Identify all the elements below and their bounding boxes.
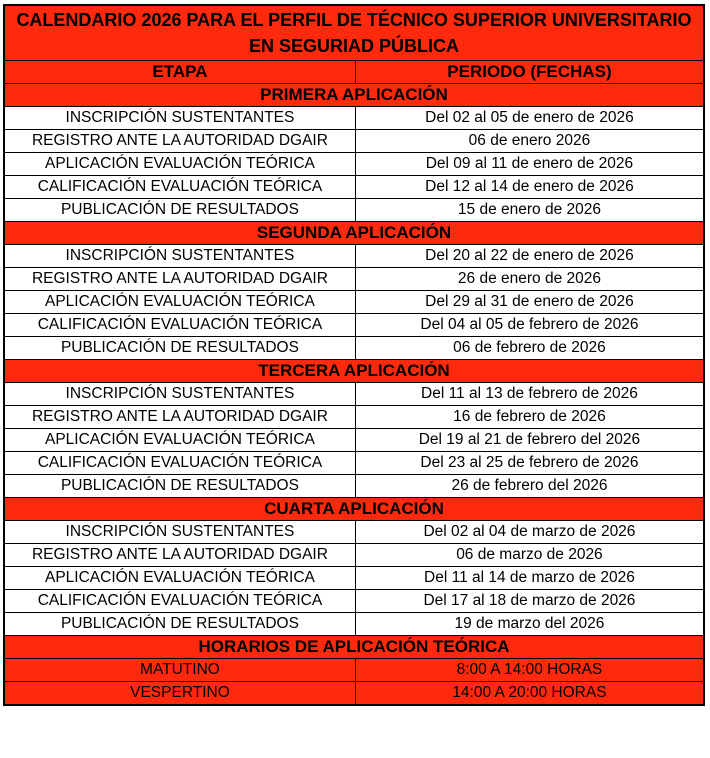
table-row-periodo-cell: Del 12 al 14 de enero de 2026 [355,176,704,199]
section-header: SEGUNDA APLICACIÓN [4,222,704,245]
table-row-row [4,567,704,590]
column-header-row [4,61,704,84]
table-row-etapa-cell: APLICACIÓN EVALUACIÓN TEÓRICA [4,429,355,452]
table-row-row [4,613,704,636]
table-row-row [4,153,704,176]
table-row-etapa-cell: REGISTRO ANTE LA AUTORIDAD DGAIR [4,544,355,567]
table-row-periodo-cell: Del 19 al 21 de febrero del 2026 [355,429,704,452]
section-header-row [4,84,704,107]
table-row-etapa-cell: REGISTRO ANTE LA AUTORIDAD DGAIR [4,406,355,429]
table-row-row [4,268,704,291]
table-row-row [4,337,704,360]
table-row-etapa-cell: CALIFICACIÓN EVALUACIÓN TEÓRICA [4,176,355,199]
table-row-etapa-cell: APLICACIÓN EVALUACIÓN TEÓRICA [4,153,355,176]
table-row-row [4,107,704,130]
table-row-etapa-cell: PUBLICACIÓN DE RESULTADOS [4,337,355,360]
table-row-row [4,130,704,153]
table-row-periodo-cell: 06 de enero 2026 [355,130,704,153]
table-row-row [4,521,704,544]
table-row-row [4,199,704,222]
table-row-periodo-cell: Del 04 al 05 de febrero de 2026 [355,314,704,337]
schedule-header-row [4,636,704,659]
calendar-table [3,4,705,706]
schedule-row-etapa-cell: VESPERTINO [4,682,355,706]
table-row-etapa-cell: APLICACIÓN EVALUACIÓN TEÓRICA [4,291,355,314]
section-header: CUARTA APLICACIÓN [4,498,704,521]
column-header-periodo: PERIODO (FECHAS) [355,61,704,84]
table-row-etapa-cell: CALIFICACIÓN EVALUACIÓN TEÓRICA [4,452,355,475]
table-row-row [4,475,704,498]
section-header-row [4,222,704,245]
table-row-periodo-cell: 26 de enero de 2026 [355,268,704,291]
table-row-periodo-cell: 26 de febrero del 2026 [355,475,704,498]
schedule-row-etapa-cell: MATUTINO [4,659,355,682]
table-row-periodo-cell: 19 de marzo del 2026 [355,613,704,636]
column-header-etapa: ETAPA [4,61,355,84]
table-row-etapa-cell: REGISTRO ANTE LA AUTORIDAD DGAIR [4,130,355,153]
section-header-row [4,498,704,521]
table-row-periodo-cell: 16 de febrero de 2026 [355,406,704,429]
table-row-row [4,245,704,268]
table-row-etapa-cell: INSCRIPCIÓN SUSTENTANTES [4,521,355,544]
title-row [4,5,704,61]
table-row-row [4,544,704,567]
table-row-etapa-cell: CALIFICACIÓN EVALUACIÓN TEÓRICA [4,590,355,613]
section-header: PRIMERA APLICACIÓN [4,84,704,107]
table-row-periodo-cell: Del 23 al 25 de febrero de 2026 [355,452,704,475]
table-row-etapa-cell: PUBLICACIÓN DE RESULTADOS [4,199,355,222]
page-title: CALENDARIO 2026 PARA EL PERFIL DE TÉCNICO SUPERIOR UNIVERSITARIO EN SEGURIAD PÚBLICA [4,5,704,61]
table-row-periodo-cell: Del 11 al 14 de marzo de 2026 [355,567,704,590]
table-row-etapa-cell: PUBLICACIÓN DE RESULTADOS [4,475,355,498]
table-row-periodo-cell: Del 17 al 18 de marzo de 2026 [355,590,704,613]
section-header: TERCERA APLICACIÓN [4,360,704,383]
table-row-periodo-cell: 06 de marzo de 2026 [355,544,704,567]
section-header-row [4,360,704,383]
table-row-periodo-cell: 15 de enero de 2026 [355,199,704,222]
table-row-etapa-cell: INSCRIPCIÓN SUSTENTANTES [4,107,355,130]
schedule-row-periodo-cell: 14:00 A 20:00 HORAS [355,682,704,706]
table-row-periodo-cell: Del 02 al 05 de enero de 2026 [355,107,704,130]
table-row-periodo-cell: Del 29 al 31 de enero de 2026 [355,291,704,314]
table-row-row [4,291,704,314]
table-row-row [4,176,704,199]
table-row-etapa-cell: CALIFICACIÓN EVALUACIÓN TEÓRICA [4,314,355,337]
table-row-periodo-cell: Del 11 al 13 de febrero de 2026 [355,383,704,406]
table-row-etapa-cell: PUBLICACIÓN DE RESULTADOS [4,613,355,636]
schedule-row-periodo-cell: 8:00 A 14:00 HORAS [355,659,704,682]
table-row-row [4,590,704,613]
table-row-periodo-cell: Del 09 al 11 de enero de 2026 [355,153,704,176]
schedule-row-row [4,659,704,682]
table-row-row [4,452,704,475]
table-row-row [4,406,704,429]
table-row-etapa-cell: INSCRIPCIÓN SUSTENTANTES [4,383,355,406]
table-row-periodo-cell: Del 20 al 22 de enero de 2026 [355,245,704,268]
table-row-row [4,314,704,337]
table-row-etapa-cell: APLICACIÓN EVALUACIÓN TEÓRICA [4,567,355,590]
schedule-row-row [4,682,704,706]
table-row-etapa-cell: REGISTRO ANTE LA AUTORIDAD DGAIR [4,268,355,291]
table-row-row [4,429,704,452]
schedule-header: HORARIOS DE APLICACIÓN TEÓRICA [4,636,704,659]
table-row-periodo-cell: Del 02 al 04 de marzo de 2026 [355,521,704,544]
table-row-etapa-cell: INSCRIPCIÓN SUSTENTANTES [4,245,355,268]
table-row-periodo-cell: 06 de febrero de 2026 [355,337,704,360]
table-row-row [4,383,704,406]
